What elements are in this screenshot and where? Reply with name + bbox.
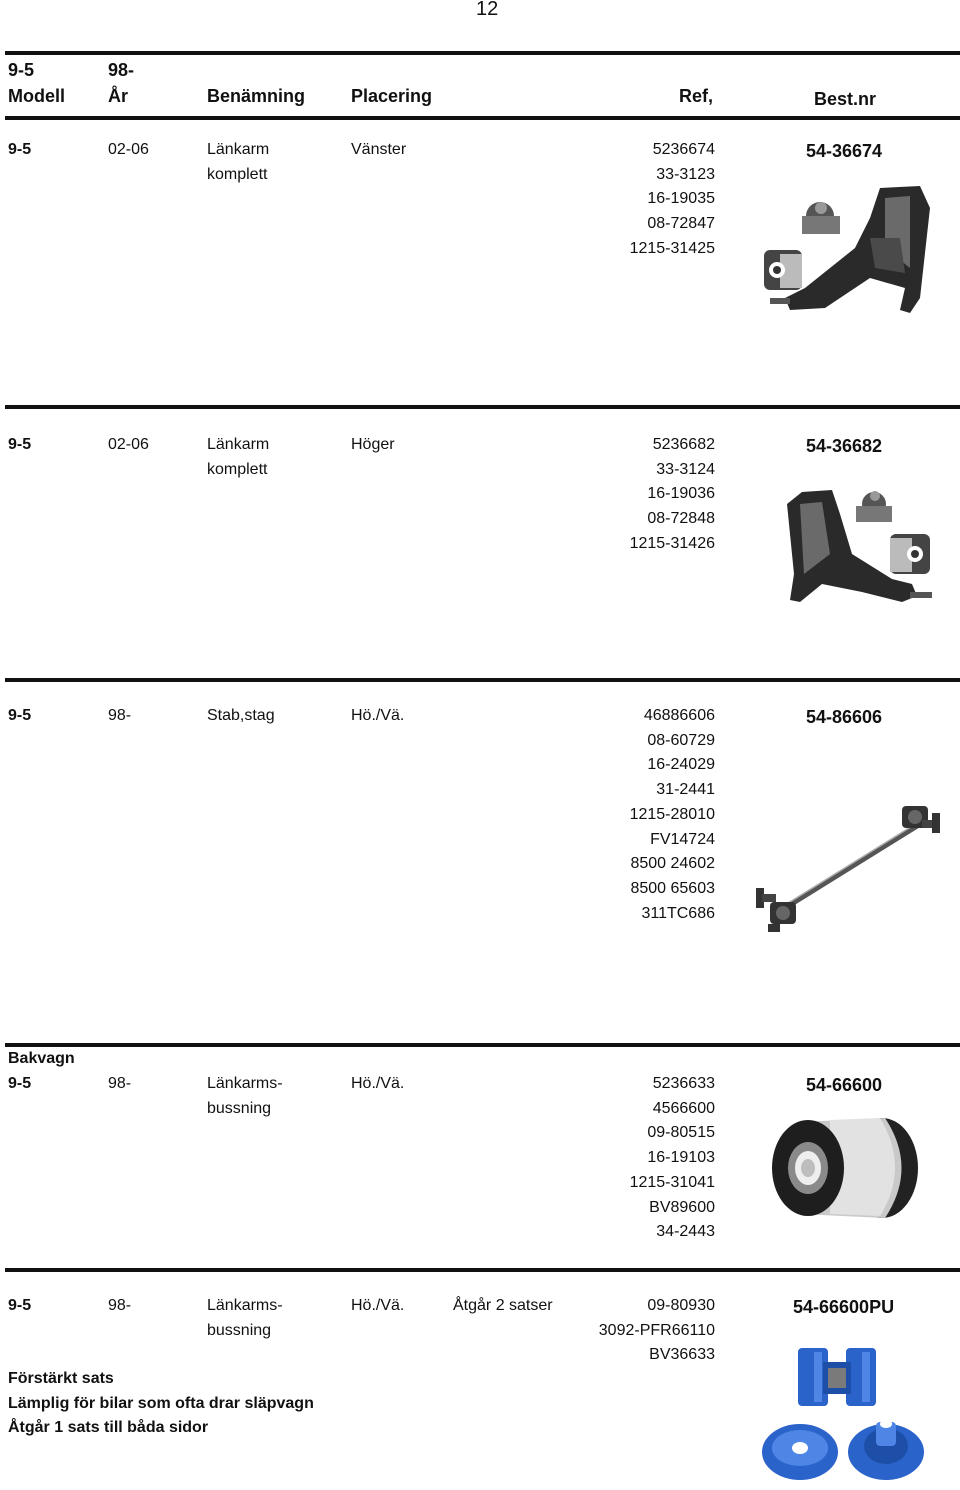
row-note: Åtgår 2 satser — [453, 1297, 553, 1314]
ref-number: 16-24029 — [647, 756, 715, 774]
row-name — [207, 704, 275, 729]
row-year: 98- — [108, 1297, 132, 1314]
row-remarks — [8, 1367, 314, 1441]
row-best-nr: 54-36674 — [806, 141, 883, 161]
row-best-nr: 54-36682 — [806, 436, 883, 456]
row-refs — [560, 1072, 715, 1245]
page-number: 12 — [476, 0, 499, 20]
remark-line: Åtgår 1 sats till båda sidor — [8, 1419, 209, 1437]
row-model: 9-5 — [8, 141, 32, 158]
row-separator — [5, 1043, 960, 1047]
row-year: 98- — [108, 707, 132, 724]
row-name-line: komplett — [207, 165, 268, 183]
row-placement: Hö./Vä. — [351, 1075, 405, 1092]
row-placement: Hö./Vä. — [351, 1297, 405, 1314]
ref-number: 1215-28010 — [629, 805, 715, 823]
header-name: Benämning — [207, 86, 306, 106]
row-name-line: Länkarms- — [207, 1075, 283, 1092]
ref-number: 3092-PFR66110 — [598, 1321, 715, 1339]
row-refs — [560, 138, 715, 262]
header-model-top: 9-5 — [8, 60, 35, 80]
ref-number: 33-3124 — [656, 460, 715, 478]
row-name-line: Stab,stag — [207, 707, 275, 724]
header-top-rule — [5, 51, 960, 55]
row-placement: Vänster — [351, 141, 407, 158]
row-separator — [5, 405, 960, 409]
pu-bushing-kit-image — [758, 1340, 938, 1488]
row-year: 02-06 — [108, 141, 149, 158]
row-name-line: bussning — [207, 1099, 272, 1117]
header-placement: Placering — [351, 86, 433, 106]
row-name-line: Länkarm — [207, 436, 270, 453]
ref-number: 1215-31041 — [629, 1173, 715, 1191]
row-name — [207, 1072, 283, 1121]
row-name-line: Länkarm — [207, 141, 270, 158]
ref-number: 5236633 — [652, 1075, 715, 1092]
remark-line: Förstärkt sats — [8, 1370, 114, 1387]
bushing-image — [770, 1112, 922, 1224]
row-year: 98- — [108, 1075, 132, 1092]
ref-number: FV14724 — [650, 830, 715, 848]
row-name — [207, 433, 269, 482]
ref-number: 31-2441 — [656, 781, 715, 799]
ref-number: 16-19103 — [647, 1149, 715, 1167]
section-heading: Bakvagn — [8, 1050, 75, 1067]
row-name — [207, 1294, 283, 1343]
ref-number: 311TC686 — [641, 904, 715, 922]
control-arm-left-image — [760, 178, 935, 323]
ref-number: 5236674 — [652, 141, 715, 158]
ref-number: BV36633 — [649, 1346, 715, 1364]
ref-number: 4566600 — [652, 1099, 715, 1117]
row-placement: Höger — [351, 436, 395, 453]
row-best-nr: 54-66600PU — [793, 1297, 895, 1317]
ref-number: 8500 24602 — [630, 855, 715, 873]
row-name-line: Länkarms- — [207, 1297, 283, 1314]
row-model: 9-5 — [8, 707, 32, 724]
row-separator — [5, 1268, 960, 1272]
ref-number: 09-80930 — [647, 1297, 715, 1314]
header-year: År — [108, 86, 129, 106]
ref-number: 5236682 — [652, 436, 715, 453]
row-refs — [560, 1294, 715, 1368]
header-model: Modell — [8, 86, 65, 106]
ref-number: 08-72847 — [647, 215, 715, 233]
ref-number: BV89600 — [649, 1198, 715, 1216]
row-best-nr: 54-66600 — [806, 1075, 883, 1095]
ref-number: 1215-31425 — [629, 239, 715, 257]
row-best-nr: 54-86606 — [806, 707, 883, 727]
row-name — [207, 138, 269, 187]
ref-number: 16-19036 — [647, 485, 715, 503]
row-refs — [560, 704, 715, 926]
row-name-line: bussning — [207, 1321, 272, 1339]
ref-number: 08-72848 — [647, 510, 715, 528]
ref-number: 09-80515 — [647, 1124, 715, 1142]
row-placement: Hö./Vä. — [351, 707, 405, 724]
header-ref: Ref, — [679, 86, 714, 106]
control-arm-right-image — [782, 484, 942, 609]
row-year: 02-06 — [108, 436, 149, 453]
ref-number: 08-60729 — [647, 731, 715, 749]
ref-number: 46886606 — [643, 707, 715, 724]
header-year-top: 98- — [108, 60, 135, 80]
row-model: 9-5 — [8, 1075, 32, 1092]
row-name-line: komplett — [207, 460, 268, 478]
ref-number: 1215-31426 — [629, 534, 715, 552]
row-refs — [560, 433, 715, 557]
row-model: 9-5 — [8, 436, 32, 453]
row-model: 9-5 — [8, 1297, 32, 1314]
header-bestnr: Best.nr — [814, 89, 877, 109]
stabilizer-link-image — [752, 798, 944, 938]
row-separator — [5, 678, 960, 682]
ref-number: 16-19035 — [647, 190, 715, 208]
header-bottom-rule — [5, 116, 960, 120]
remark-line: Lämplig för bilar som ofta drar släpvagn — [8, 1394, 314, 1412]
ref-number: 8500 65603 — [630, 879, 715, 897]
ref-number: 34-2443 — [656, 1223, 715, 1241]
ref-number: 33-3123 — [656, 165, 715, 183]
